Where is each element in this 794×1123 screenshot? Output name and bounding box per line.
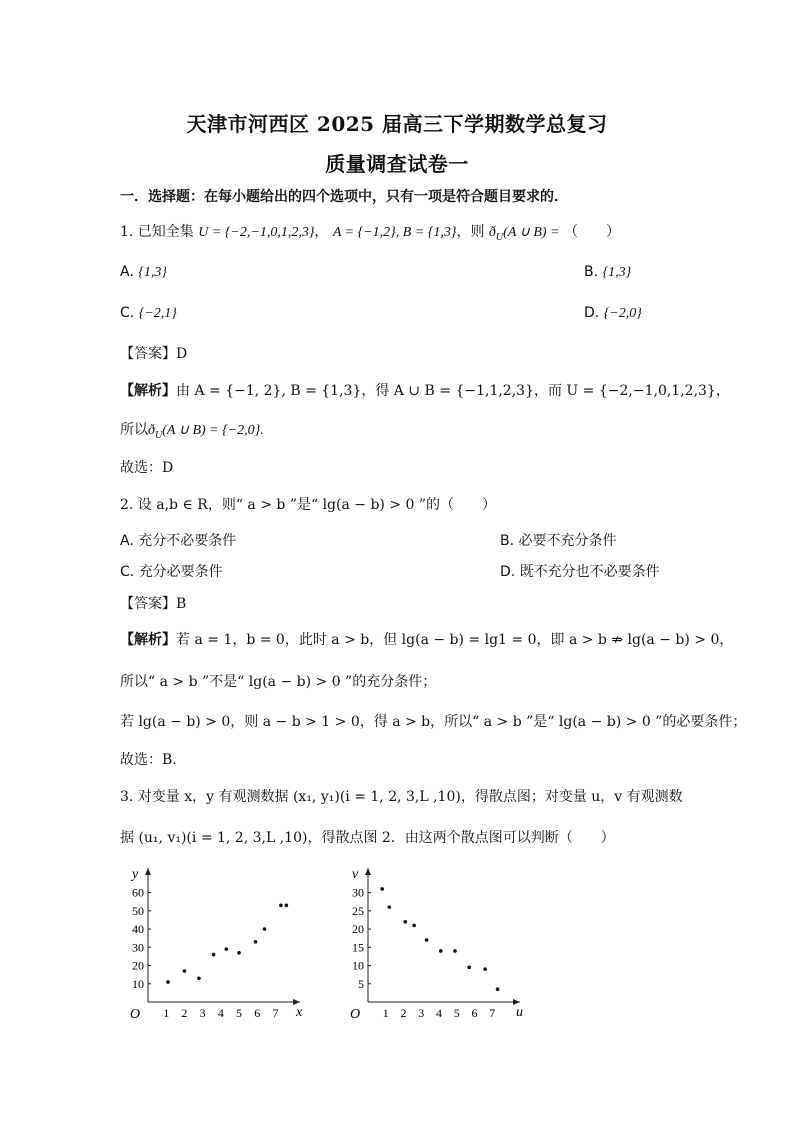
q1-option-b: B. {1,3}: [584, 264, 632, 280]
q1-stem: 1. 已知全集 U = {−2,−1,0,1,2,3}， A = {−1,2}, B = {1,3}，则 $ð_U(A$ ∪ B) = （ ）: [120, 224, 620, 243]
x-tick-label: 3: [199, 1006, 206, 1020]
data-point: [263, 927, 267, 931]
y-axis-label: y: [132, 867, 139, 882]
y-tick-label: 30: [352, 885, 364, 900]
y-tick-label: 60: [132, 885, 144, 900]
x-tick-label: 6: [254, 1006, 261, 1020]
x-tick-label: 5: [453, 1006, 460, 1020]
q2-option-b: B. 必要不充分条件: [500, 533, 617, 549]
scatter-plot-1: [110, 860, 310, 1020]
y-tick-label: 20: [352, 922, 364, 937]
data-point: [197, 976, 201, 980]
q1-analysis: 【解析】由 A = {−1, 2}, B = {1,3}，得 A ∪ B = {−1,1,2,3}，而 U = {−2,−1,0,1,2,3}，: [120, 383, 730, 399]
data-point: [388, 905, 392, 909]
y-tick-label: 50: [132, 903, 144, 918]
section-heading: 一．选择题：在每小题给出的四个选项中，只有一项是符合题目要求的．: [120, 189, 568, 205]
x-tick-label: 2: [400, 1006, 407, 1020]
data-point: [212, 953, 216, 957]
paper-title: 天津市河西区 2025 届高三下学期数学总复习: [186, 112, 608, 136]
data-point: [425, 938, 429, 942]
y-tick-label: 10: [132, 976, 144, 991]
x-tick-label: 7: [489, 1006, 496, 1020]
scatter-plot-2: [330, 860, 530, 1020]
data-point: [279, 904, 283, 908]
x-tick-label: 4: [436, 1006, 442, 1020]
y-tick-label: 40: [132, 922, 144, 937]
data-point: [183, 969, 187, 973]
x-tick-label: 6: [471, 1006, 478, 1020]
q1-answer: 【答案】D: [120, 346, 188, 362]
q2-answer: 【答案】B: [120, 596, 187, 612]
paper-subtitle: 质量调查试卷一: [325, 152, 469, 176]
y-tick-label: 10: [352, 958, 364, 973]
data-point: [467, 966, 471, 970]
y-axis-arrow: [365, 868, 371, 875]
q1-option-c: C. {−2,1}: [120, 305, 177, 321]
q2-conclusion: 故选：B.: [120, 752, 177, 768]
y-tick-label: 15: [352, 940, 364, 955]
q2-analysis-3: 若 lg(a − b) > 0，则 a − b > 1 > 0，得 a > b，所以“ a > b ”是“ lg(a − b) > 0 ”的必要条件；: [120, 714, 747, 730]
y-tick-label: 5: [358, 976, 364, 991]
data-point: [224, 947, 228, 951]
q1-option-d: D. {−2,0}: [584, 305, 642, 321]
q1-conclusion: 故选：D: [120, 460, 174, 476]
y-tick-label: 25: [352, 903, 364, 918]
x-axis-label: u: [516, 1005, 523, 1020]
q1-analysis-2: 所以$ð_U(A$ ∪ B) = {−2,0}.: [120, 422, 264, 441]
data-point: [254, 940, 258, 944]
q2-option-c: C. 充分必要条件: [120, 564, 223, 580]
data-point: [496, 987, 500, 991]
data-point: [380, 887, 384, 891]
x-tick-label: 5: [236, 1006, 243, 1020]
y-axis-arrow: [145, 868, 151, 875]
x-tick-label: 1: [163, 1006, 170, 1020]
x-tick-label: 2: [181, 1006, 188, 1020]
x-tick-label: 4: [217, 1006, 224, 1020]
y-tick-label: 20: [132, 958, 144, 973]
x-tick-label: 3: [418, 1006, 425, 1020]
q2-stem: 2. 设 a,b ∈ R，则“ a > b ”是“ lg(a − b) > 0 ”的（ ）: [120, 497, 497, 513]
data-point: [285, 904, 289, 908]
data-point: [439, 949, 443, 953]
data-point: [237, 951, 241, 955]
q2-option-a: A. 充分不必要条件: [120, 533, 237, 549]
origin-label: O: [130, 1007, 141, 1020]
data-point: [166, 980, 170, 984]
x-tick-label: 1: [382, 1006, 389, 1020]
x-tick-label: 7: [272, 1006, 279, 1020]
y-tick-label: 30: [132, 940, 144, 955]
q3-stem-line2: 据 (u₁, v₁)(i = 1, 2, 3,L ,10)，得散点图 2．由这两个散点图可以判断（ ）: [120, 830, 615, 846]
data-point: [453, 949, 457, 953]
q2-option-d: D. 既不充分也不必要条件: [500, 564, 660, 580]
q1-option-a: A. {1,3}: [120, 264, 167, 280]
q2-analysis: 【解析】若 a = 1，b = 0，此时 a > b，但 lg(a − b) = lg1 = 0，即 a > b ⇏ lg(a − b) > 0，: [120, 632, 734, 648]
y-axis-label: v: [352, 867, 359, 882]
data-point: [483, 967, 487, 971]
data-point: [412, 924, 416, 928]
q2-analysis-2: 所以“ a > b ”不是“ lg(a − b) > 0 ”的充分条件；: [120, 674, 437, 690]
q3-stem-line1: 3. 对变量 x，y 有观测数据 (x₁, y₁)(i = 1, 2, 3,L ,10)，得散点图；对变量 u，v 有观测数: [120, 789, 683, 805]
origin-label: O: [350, 1007, 361, 1020]
data-point: [403, 920, 407, 924]
x-axis-label: x: [296, 1005, 303, 1020]
